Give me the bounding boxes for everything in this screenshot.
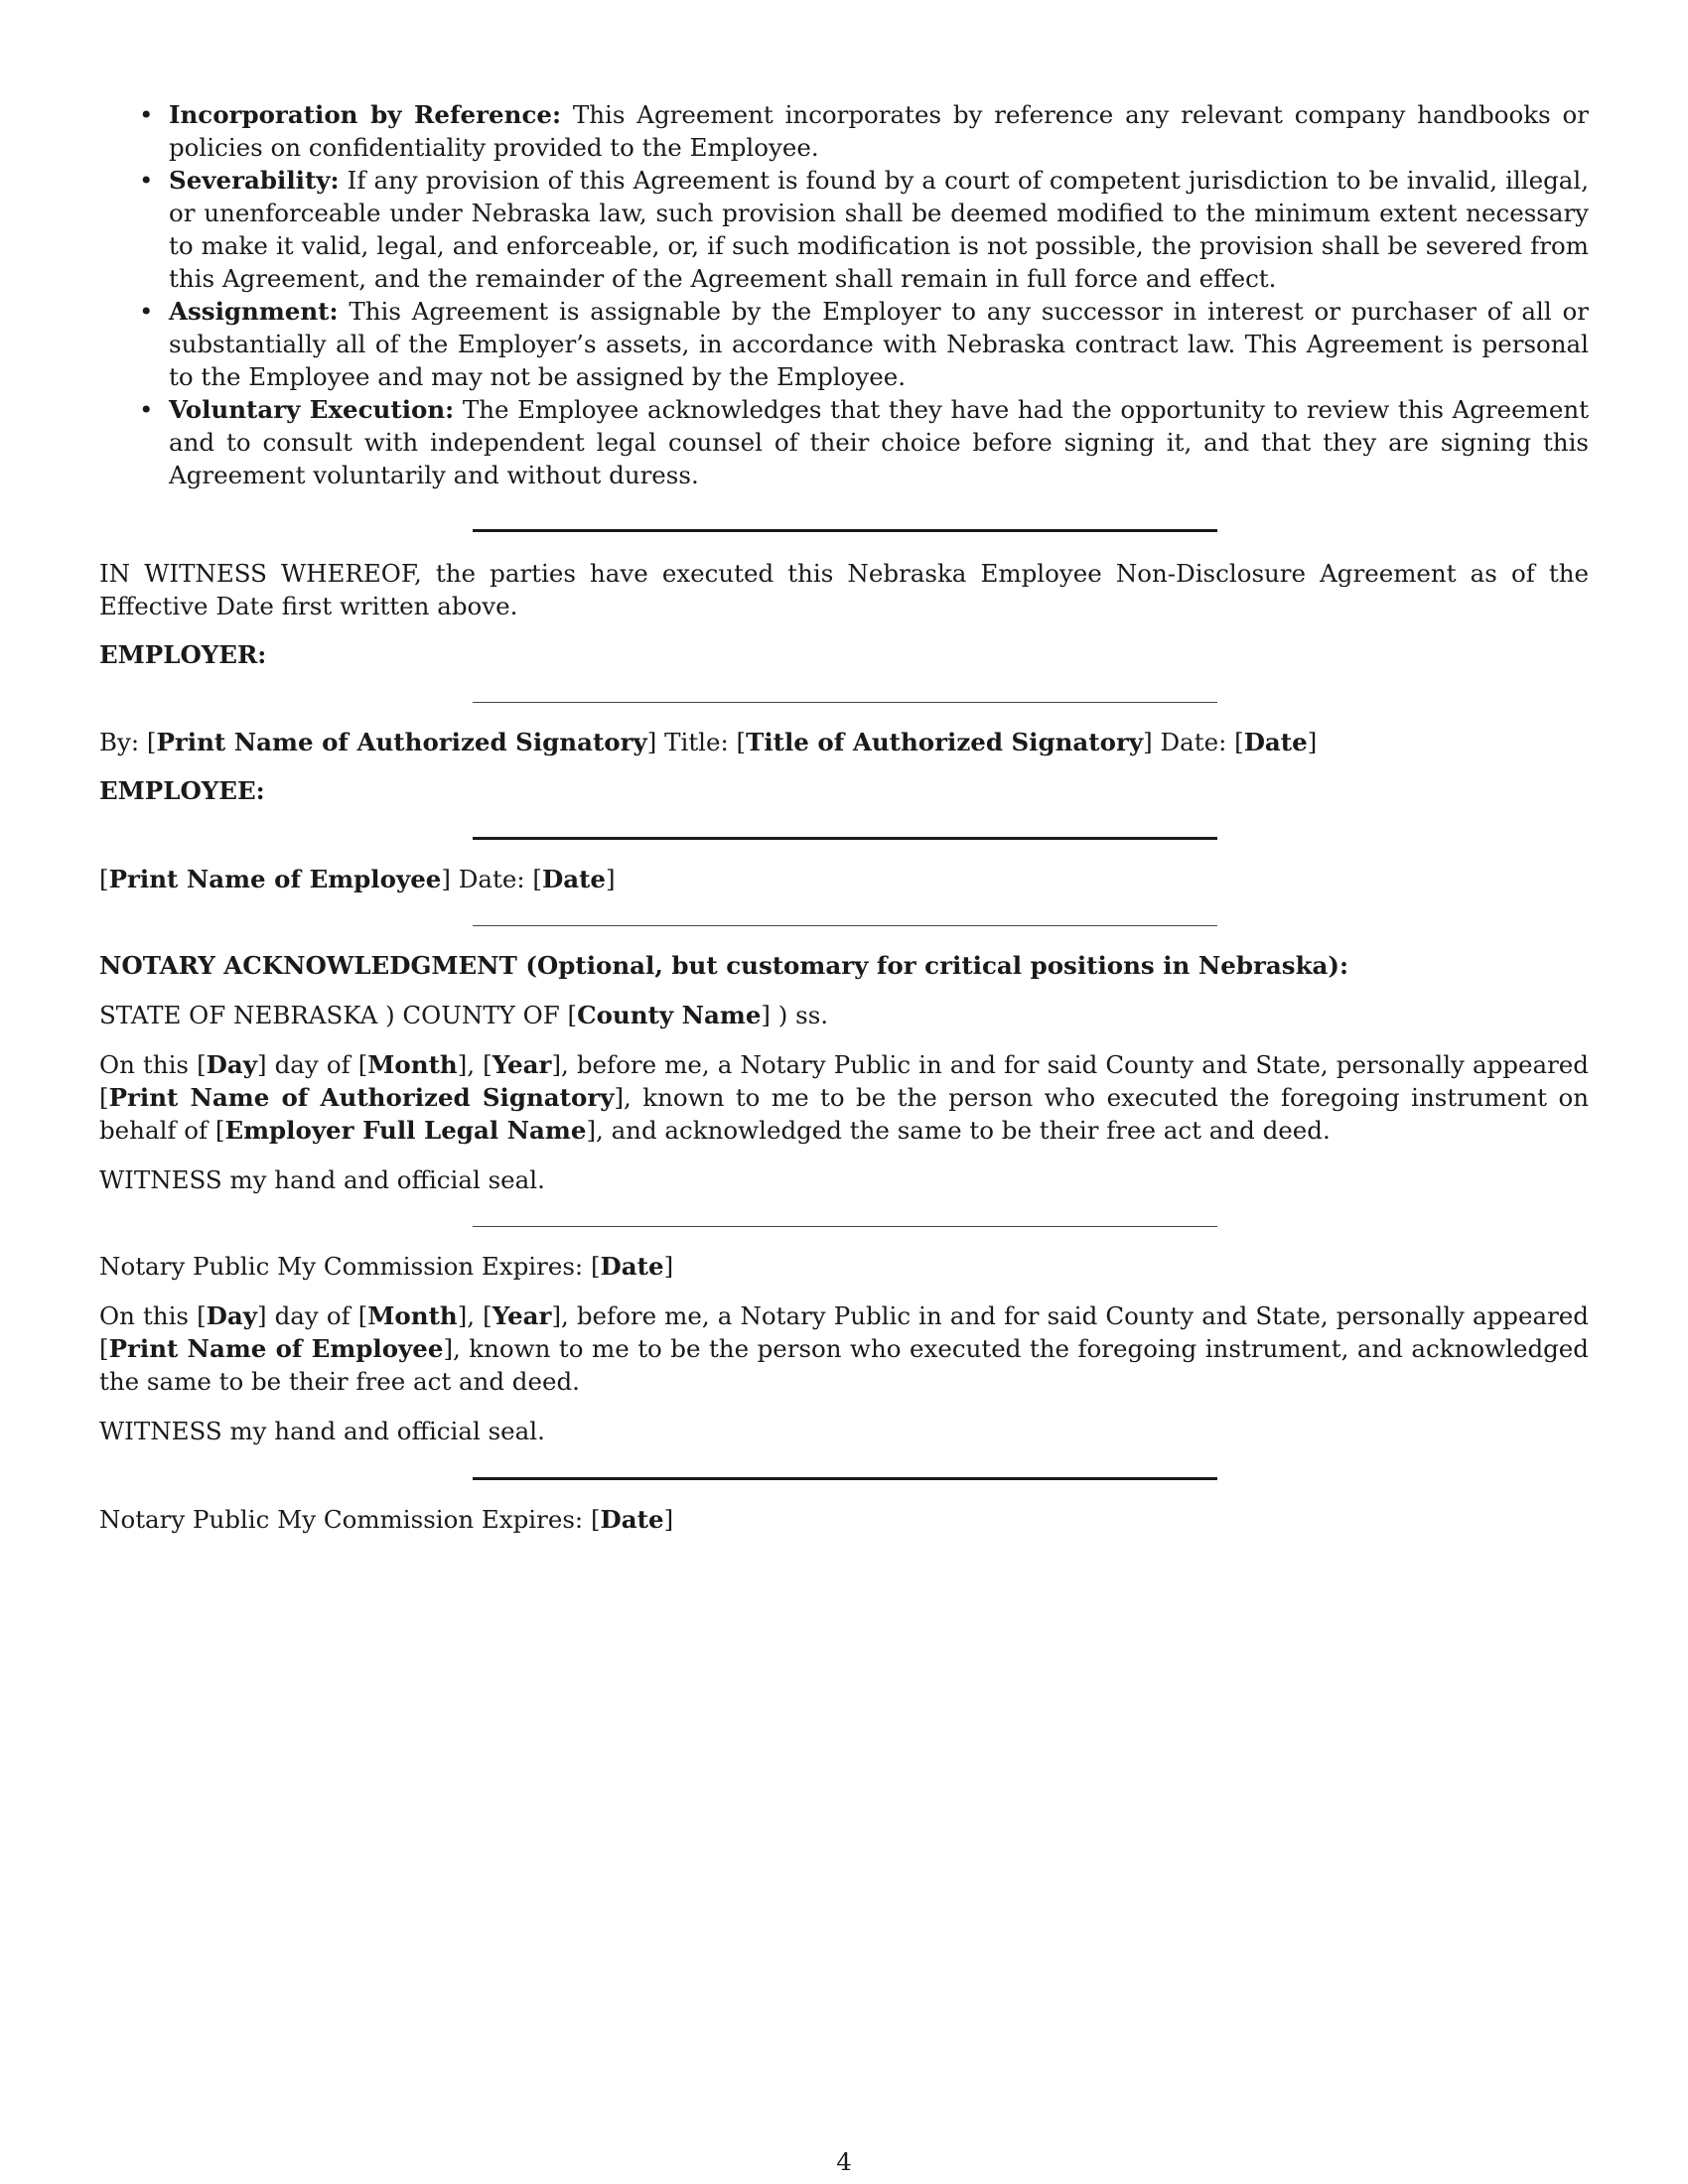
clause-text: This Agreement incorporates by reference any relevant company handbooks or policies on confidentiality provided to the Employee.: [169, 100, 1589, 162]
text-on-this: On this: [99, 1301, 189, 1330]
employer-signatory-line: By: [Print Name of Authorized Signatory] Title: [Title of Authorized Signatory] Date: [Date]: [99, 728, 1318, 756]
day-placeholder: Day: [206, 1301, 257, 1330]
expires-label: Notary Public My Commission Expires:: [99, 1505, 584, 1534]
clause-text: This Agreement is assignable by the Employer to any successor in interest or purchaser of all or substantially all of the Employer’s assets, in accordance with Nebraska contract law. This Agreement is personal to the Employee and may not be assigned by the Employee.: [169, 297, 1589, 391]
commission-expires-line: Notary Public My Commission Expires: [Date]: [99, 1505, 674, 1534]
clause-item: [99, 98, 1589, 164]
text-known: , known to me to be the person who executed the foregoing instrument, and acknowledged the same to be their free act and deed.: [99, 1334, 1589, 1396]
month-placeholder: Month: [367, 1301, 458, 1330]
date-label: Date:: [458, 865, 525, 893]
text-known: , known to me to be the person who executed the foregoing instrument on behalf of: [99, 1083, 1589, 1145]
month-placeholder: Month: [367, 1050, 458, 1079]
year-placeholder: Year: [492, 1301, 552, 1330]
employer-heading: EMPLOYER:: [99, 640, 267, 669]
text-before-me: , before me, a Notary Public in and for said County and State, personally appeared: [561, 1301, 1589, 1330]
clause-title: Assignment:: [169, 297, 339, 326]
commission-expires-line: Notary Public My Commission Expires: [Date]: [99, 1252, 674, 1281]
date-placeholder: Date: [600, 1252, 664, 1281]
county-placeholder: County Name: [577, 1001, 762, 1029]
bullet-icon: •: [139, 166, 154, 195]
notary-signature-line: [473, 1226, 1217, 1227]
clause-text: The Employee acknowledges that they have had the opportunity to review this Agreement and to consult with independent legal counsel of their choice before signing it, and that they are signing this Agreement voluntarily and without duress.: [169, 395, 1589, 489]
clause-title: Severability:: [169, 166, 340, 195]
signatory-name-placeholder: Print Name of Authorized Signatory: [108, 1083, 615, 1112]
section-divider: [473, 925, 1217, 926]
employee-signature-line: [473, 837, 1217, 840]
notary-acknowledgment-employee: On this [Day] day of [Month], [Year], before me, a Notary Public in and for said County and State, personally appeared [Print Name of Employee], known to me to be the person who executed the foregoing instrument, and acknowledged the same to be their free act and deed.: [99, 1301, 1589, 1396]
date-placeholder: Date: [1243, 728, 1308, 756]
title-label: Title:: [664, 728, 729, 756]
signatory-name-placeholder: Print Name of Authorized Signatory: [156, 728, 647, 756]
employee-name-placeholder: Print Name of Employee: [108, 865, 442, 893]
date-placeholder: Date: [600, 1505, 664, 1534]
date-label: Date:: [1160, 728, 1227, 756]
page-number: 4: [836, 2147, 852, 2176]
venue-suffix: ) ss.: [777, 1001, 829, 1029]
text-day-of: day of: [274, 1301, 351, 1330]
text-before-me: , before me, a Notary Public in and for said County and State, personally appeared: [561, 1050, 1589, 1079]
day-placeholder: Day: [206, 1050, 257, 1079]
clause-item: [99, 295, 1589, 393]
section-divider: [473, 529, 1217, 532]
bullet-icon: •: [139, 395, 154, 424]
clause-list: [99, 98, 1589, 491]
year-placeholder: Year: [492, 1050, 552, 1079]
employee-heading: EMPLOYEE:: [99, 776, 265, 805]
expires-label: Notary Public My Commission Expires:: [99, 1252, 584, 1281]
notary-signature-line: [473, 1477, 1217, 1480]
clause-text: If any provision of this Agreement is found by a court of competent jurisdiction to be invalid, illegal, or unenforceable under Nebraska law, such provision shall be deemed modified to the minimum extent necessary to make it valid, legal, and enforceable, or, if such modification is not possible, the provision shall be severed from this Agreement, and the remainder of the Agreement shall remain in full force and effect.: [169, 166, 1589, 293]
by-label: By:: [99, 728, 140, 756]
clause-item: [99, 164, 1589, 295]
signatory-title-placeholder: Title of Authorized Signatory: [746, 728, 1144, 756]
text-day-of: day of: [274, 1050, 351, 1079]
employee-signatory-line: [Print Name of Employee] Date: [Date]: [99, 865, 616, 893]
date-placeholder: Date: [541, 865, 606, 893]
bullet-icon: •: [139, 297, 154, 326]
witness-seal-text: WITNESS my hand and official seal.: [99, 1165, 545, 1194]
venue-line: STATE OF NEBRASKA ) COUNTY OF [County Name] ) ss.: [99, 1001, 829, 1029]
employer-name-placeholder: Employer Full Legal Name: [224, 1116, 587, 1145]
employer-signature-line: [473, 702, 1217, 703]
witness-statement: IN WITNESS WHEREOF, the parties have executed this Nebraska Employee Non-Disclosure Agreement as of the Effective Date first written above.: [99, 559, 1589, 620]
witness-seal-text: WITNESS my hand and official seal.: [99, 1417, 545, 1445]
venue-prefix: STATE OF NEBRASKA ) COUNTY OF: [99, 1001, 560, 1029]
clause-title: Incorporation by Reference:: [169, 100, 561, 129]
notary-acknowledgment-employer: On this [Day] day of [Month], [Year], before me, a Notary Public in and for said County and State, personally appeared [Print Name of Authorized Signatory], known to me to be the person who executed the foregoing instrument on behalf of [Employer Full Legal Name], and acknowledged the same to be their free act and deed.: [99, 1050, 1589, 1145]
notary-heading: NOTARY ACKNOWLEDGMENT (Optional, but customary for critical positions in Nebraska):: [99, 951, 1349, 980]
text-closing: , and acknowledged the same to be their free act and deed.: [596, 1116, 1331, 1145]
clause-title: Voluntary Execution:: [169, 395, 455, 424]
employee-name-placeholder: Print Name of Employee: [108, 1334, 444, 1363]
bullet-icon: •: [139, 100, 154, 129]
text-on-this: On this: [99, 1050, 189, 1079]
clause-item: [99, 393, 1589, 491]
